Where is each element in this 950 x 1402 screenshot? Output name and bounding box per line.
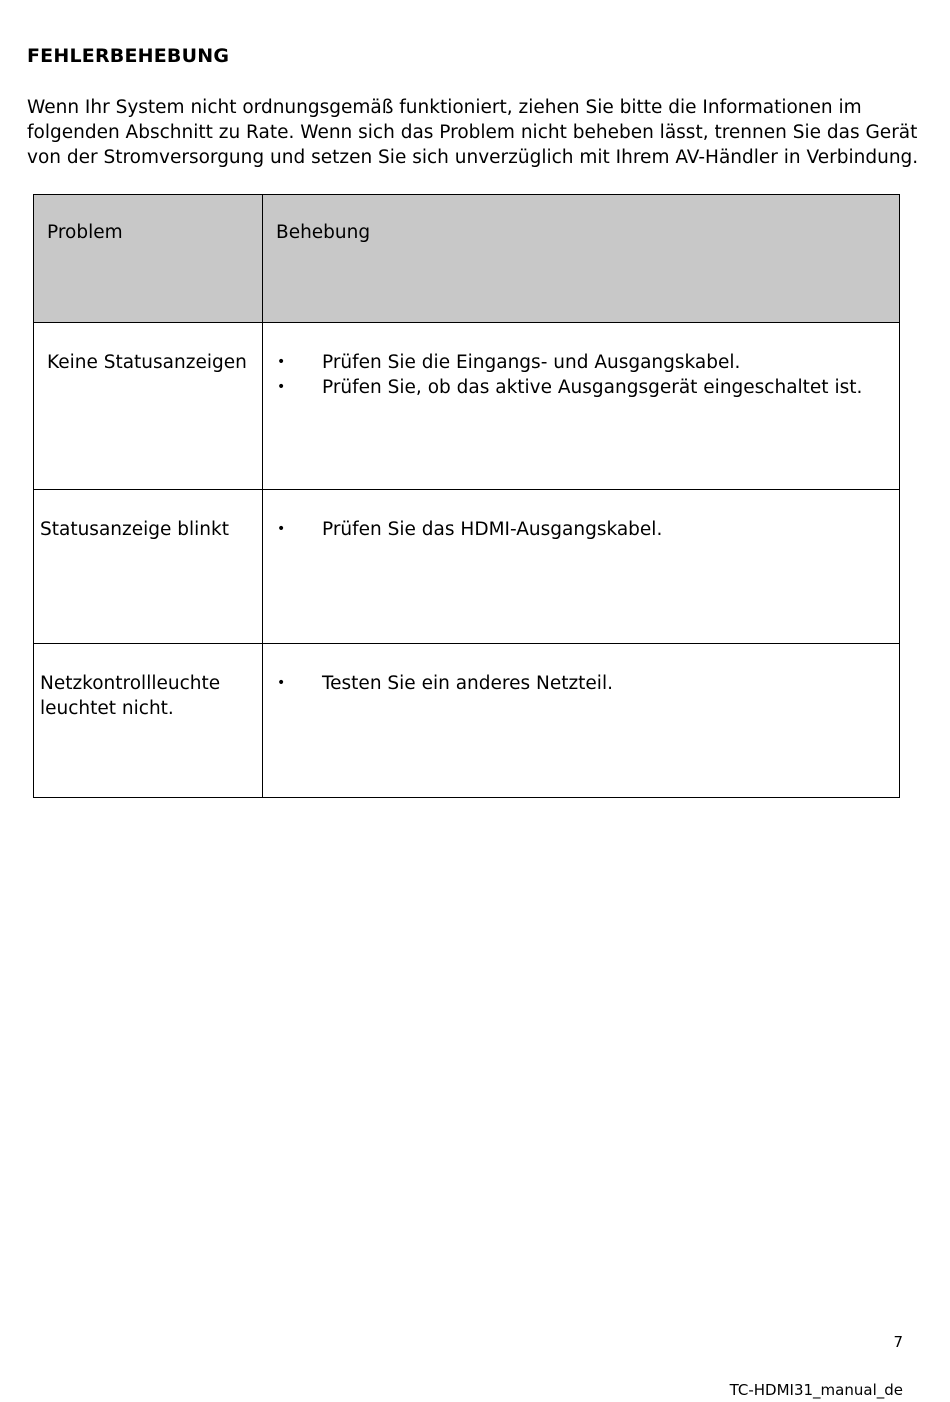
fix-list (263, 644, 899, 696)
table-row (34, 490, 900, 644)
fix-item (263, 517, 899, 542)
fix-text: Prüfen Sie die Eingangs- und Ausgangskabel. (322, 352, 741, 373)
section-heading: FEHLERBEHEBUNG (27, 45, 230, 67)
fix-text: Testen Sie ein anderes Netzteil. (322, 673, 613, 694)
table-row (34, 323, 900, 490)
troubleshooting-table (33, 194, 900, 798)
table-row (34, 644, 900, 798)
problem-cell: Statusanzeige blinkt (34, 490, 263, 644)
problem-line: Netzkontrollleuchte (40, 673, 221, 694)
header-fix: Behebung (263, 195, 900, 323)
fix-item (263, 350, 899, 375)
header-problem: Problem (34, 195, 263, 323)
fix-cell (263, 323, 900, 490)
intro-line: Wenn Ihr System nicht ordnungsgemäß funktioniert, ziehen Sie bitte die Informationen im (27, 97, 862, 118)
fix-text: Prüfen Sie das HDMI-Ausgangskabel. (322, 519, 663, 540)
bullet-icon: • (277, 675, 286, 691)
fix-text: Prüfen Sie, ob das aktive Ausgangsgerät eingeschaltet ist. (322, 377, 863, 398)
problem-cell: Keine Statusanzeigen (34, 323, 263, 490)
fix-cell (263, 644, 900, 798)
bullet-icon: • (277, 521, 286, 537)
problem-line: leuchtet nicht. (40, 698, 174, 719)
fix-cell (263, 490, 900, 644)
fix-list (263, 323, 899, 400)
bullet-icon: • (277, 354, 286, 370)
fix-item (263, 671, 899, 696)
fix-item (263, 375, 899, 400)
problem-cell (34, 644, 263, 798)
intro-line: folgenden Abschnitt zu Rate. Wenn sich das Problem nicht beheben lässt, trennen Sie das Gerät (27, 122, 918, 143)
intro-paragraph (27, 95, 927, 170)
bullet-icon: • (277, 379, 286, 395)
intro-line: von der Stromversorgung und setzen Sie sich unverzüglich mit Ihrem AV-Händler in Verbindung. (27, 147, 919, 168)
fix-list (263, 490, 899, 542)
page-number: 7 (893, 1333, 903, 1351)
document-id: TC-HDMI31_manual_de (729, 1381, 903, 1399)
table-header-row (34, 195, 900, 323)
